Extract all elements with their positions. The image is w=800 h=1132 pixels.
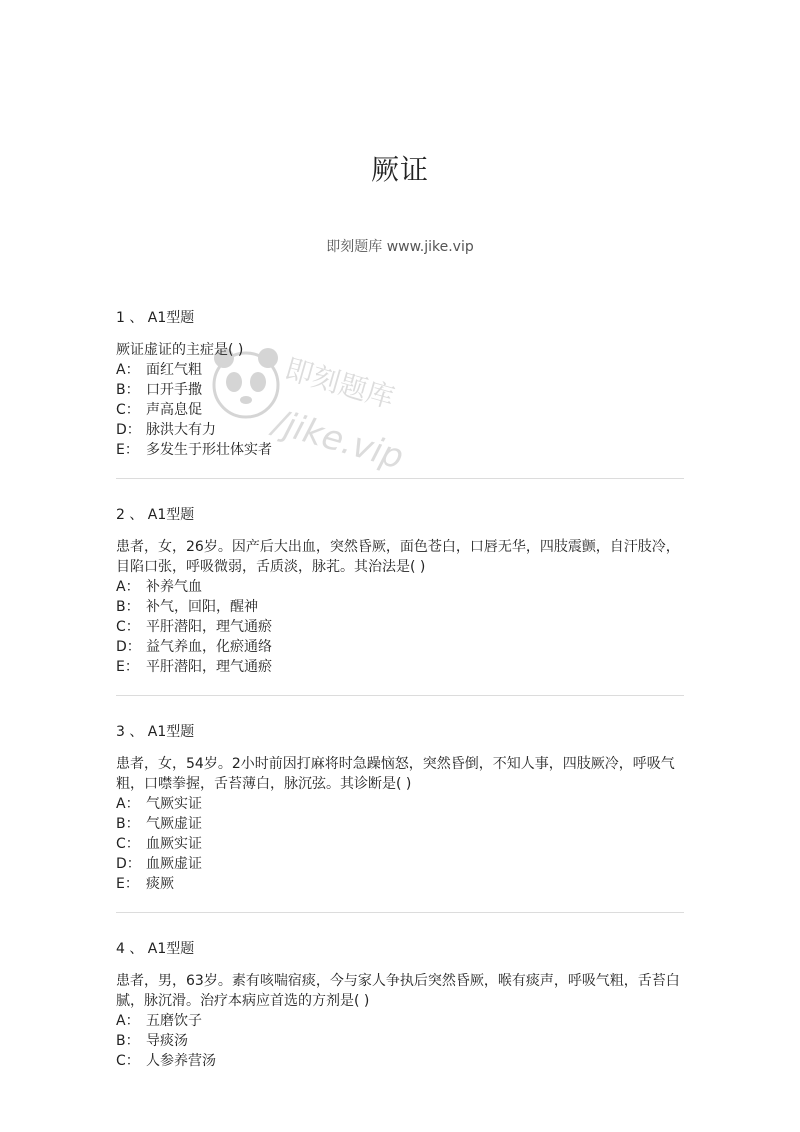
option-text: 血厥实证 [146, 836, 202, 852]
option-text: 导痰汤 [146, 1033, 188, 1049]
option-letter: B： [116, 599, 140, 615]
option-text: 声高息促 [146, 402, 202, 418]
option-text: 血厥虚证 [146, 856, 202, 872]
option-a[interactable] [116, 360, 684, 380]
question-item [116, 308, 684, 460]
option-a[interactable] [116, 1011, 684, 1031]
option-b[interactable] [116, 1031, 684, 1051]
option-letter: D： [116, 639, 141, 655]
question-item [116, 505, 684, 677]
question-header: 1 、 A1型题 [116, 310, 195, 326]
question-stem: 患者，女，26岁。因产后大出血，突然昏厥，面色苍白，口唇无华，四肢震颤，自汗肢冷，目陷口张，呼吸微弱，舌质淡，脉芤。其治法是( ) [116, 539, 680, 575]
option-letter: E： [116, 876, 139, 892]
option-letter: E： [116, 659, 139, 675]
option-text: 五磨饮子 [146, 1013, 202, 1029]
option-d[interactable] [116, 637, 684, 657]
option-a[interactable] [116, 577, 684, 597]
option-letter: C： [116, 619, 140, 635]
option-e[interactable] [116, 874, 684, 894]
page-title: 厥证 [370, 153, 429, 186]
watermark-url-text: /jike.vip [269, 402, 408, 478]
option-b[interactable] [116, 380, 684, 400]
option-text: 面红气粗 [146, 362, 202, 378]
divider [116, 478, 684, 479]
divider [116, 695, 684, 696]
question-item [116, 722, 684, 894]
option-text: 气厥虚证 [146, 816, 202, 832]
option-b[interactable] [116, 814, 684, 834]
option-c[interactable] [116, 834, 684, 854]
divider [116, 912, 684, 913]
option-letter: B： [116, 382, 140, 398]
option-text: 痰厥 [146, 876, 174, 892]
option-letter: A： [116, 1013, 140, 1029]
option-letter: C： [116, 1053, 140, 1069]
option-letter: E： [116, 442, 139, 458]
option-letter: B： [116, 816, 140, 832]
question-stem: 患者，女，54岁。2小时前因打麻将时急躁恼怒，突然昏倒，不知人事，四肢厥冷，呼吸气粗，口噤拳握，舌苔薄白，脉沉弦。其诊断是( ) [116, 756, 675, 792]
option-e[interactable] [116, 657, 684, 677]
question-header: 4 、 A1型题 [116, 941, 195, 957]
option-letter: D： [116, 856, 141, 872]
option-b[interactable] [116, 597, 684, 617]
option-c[interactable] [116, 1051, 684, 1071]
option-letter: A： [116, 362, 140, 378]
option-text: 益气养血，化瘀通络 [146, 639, 272, 655]
option-text: 多发生于形壮体实者 [146, 442, 272, 458]
option-c[interactable] [116, 400, 684, 420]
option-letter: C： [116, 836, 140, 852]
option-letter: B： [116, 1033, 140, 1049]
option-letter: D： [116, 422, 141, 438]
option-c[interactable] [116, 617, 684, 637]
watermark-brand-text: 即刻题库 [281, 352, 398, 415]
option-text: 口开手撒 [146, 382, 202, 398]
option-a[interactable] [116, 794, 684, 814]
option-e[interactable] [116, 440, 684, 460]
page-subtitle: 即刻题库 www.jike.vip [326, 239, 474, 255]
question-stem: 患者，男，63岁。素有咳喘宿痰，今与家人争执后突然昏厥，喉有痰声，呼吸气粗，舌苔白腻，脉沉滑。治疗本病应首选的方剂是( ) [116, 973, 680, 1009]
option-text: 脉洪大有力 [146, 422, 216, 438]
option-d[interactable] [116, 420, 684, 440]
question-header: 3 、 A1型题 [116, 724, 195, 740]
option-letter: C： [116, 402, 140, 418]
option-text: 平肝潜阳，理气通瘀 [146, 659, 272, 675]
question-list [116, 300, 684, 1071]
question-stem: 厥证虚证的主症是( ) [116, 342, 244, 358]
option-text: 气厥实证 [146, 796, 202, 812]
option-text: 补气，回阳，醒神 [146, 599, 258, 615]
question-item [116, 939, 684, 1071]
option-letter: A： [116, 796, 140, 812]
option-text: 补养气血 [146, 579, 202, 595]
option-letter: A： [116, 579, 140, 595]
question-header: 2 、 A1型题 [116, 507, 195, 523]
option-text: 人参养营汤 [146, 1053, 216, 1069]
option-d[interactable] [116, 854, 684, 874]
option-text: 平肝潜阳，理气通瘀 [146, 619, 272, 635]
